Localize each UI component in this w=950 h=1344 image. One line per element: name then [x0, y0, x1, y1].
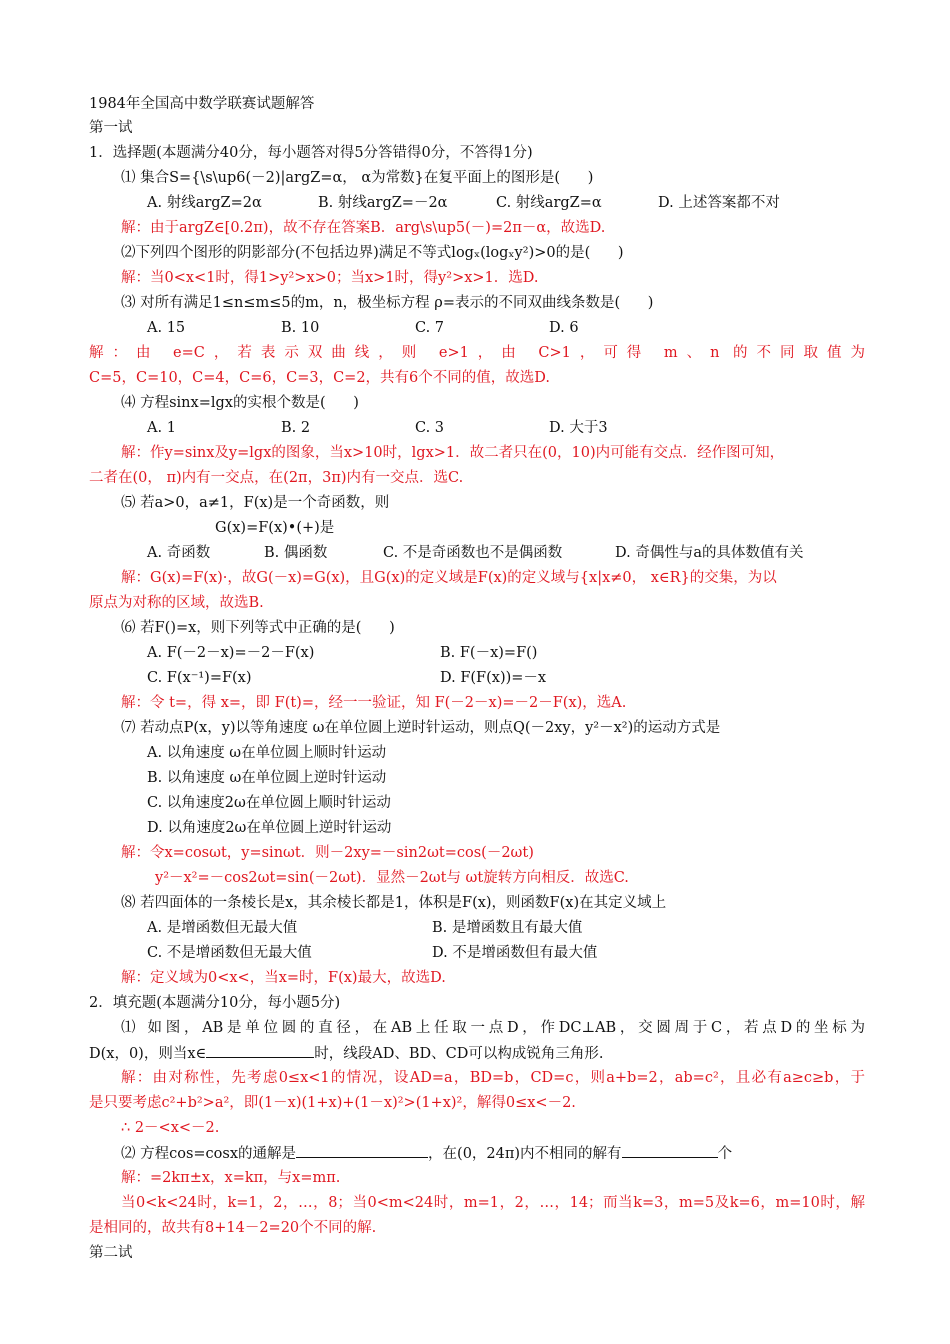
p7-option-d: D. 以角速度2ω在单位圆上逆时针运动 [147, 820, 392, 836]
p4-option-a: A. 1 [147, 420, 176, 436]
p2-stem: ⑵下列四个图形的阴影部分(不包括边界)满足不等式logₓ(logₓy²)>0的是( ) [121, 245, 624, 261]
p1-solution: 解：由于argZ∈[0.2π)，故不存在答案B．arg\s\up5(－)=2π－α，故选D. [121, 220, 606, 236]
p8-option-a: A. 是增函数但无最大值 [147, 920, 298, 936]
f2-answer-blank-1 [296, 1141, 428, 1158]
section-heading-first: 第一试 [89, 120, 133, 136]
p5-solution-line1: 解：G(x)=F(x)·，故G(－x)=G(x)，且G(x)的定义域是F(x)的定义域与{x|x≠0， x∈R}的交集，为以 [121, 570, 777, 586]
p1-option-b: B. 射线argZ=－2α [318, 195, 448, 211]
p4-solution-line2: 二者在(0， π)内有一交点，在(2π，3π)内有一交点．选C. [89, 470, 464, 486]
p6-solution: 解：令 t=，得 x=，即 F(t)=，经一一验证，知 F(－2－x)=－2－F(x)，选A. [121, 695, 627, 711]
f1-stem-prefix: D(x，0)，则当x∈ [89, 1046, 207, 1062]
f1-solution-line3: ∴ 2－<x<－2. [121, 1120, 220, 1136]
p4-option-c: C. 3 [415, 420, 445, 436]
question-2-header: 2．填充题(本题满分10分，每小题5分) [89, 995, 341, 1011]
p3-stem: ⑶ 对所有满足1≤n≤m≤5的m，n，极坐标方程 ρ=表示的不同双曲线条数是( ) [121, 295, 654, 311]
p3-option-c: C. 7 [415, 320, 445, 336]
p4-stem: ⑷ 方程sinx=lgx的实根个数是( ) [121, 395, 359, 411]
p8-option-d: D. 不是增函数但有最大值 [432, 945, 598, 961]
p1-option-a: A. 射线argZ=2α [147, 195, 262, 211]
p5-solution-line2: 原点为对称的区域，故选B. [89, 595, 264, 611]
p3-option-d: D. 6 [549, 320, 579, 336]
p5-option-c: C. 不是奇函数也不是偶函数 [383, 545, 563, 561]
p1-option-d: D. 上述答案都不对 [658, 195, 780, 211]
p4-option-b: B. 2 [281, 420, 311, 436]
document-title: 1984年全国高中数学联赛试题解答 [89, 96, 315, 112]
p6-stem: ⑹ 若F()=x，则下列等式中正确的是( ) [121, 620, 395, 636]
f1-solution-line1: 解：由对称性，先考虑0≤x<1的情况，设AD=a，BD=b，CD=c，则a+b=2，ab=c²，且必有a≥c≥b，于 [121, 1070, 865, 1086]
p8-option-c: C. 不是增函数但无最大值 [147, 945, 312, 961]
p7-option-c: C. 以角速度2ω在单位圆上顺时针运动 [147, 795, 391, 811]
p6-option-c: C. F(x⁻¹)=F(x) [147, 670, 252, 686]
p6-option-a: A. F(－2－x)=－2－F(x) [147, 645, 315, 661]
p5-stem: ⑸ 若a>0，a≠1，F(x)是一个奇函数，则 [121, 495, 390, 511]
p7-option-b: B. 以角速度 ω在单位圆上逆时针运动 [147, 770, 387, 786]
p5-option-b: B. 偶函数 [264, 545, 328, 561]
p4-option-d: D. 大于3 [549, 420, 608, 436]
f1-answer-blank [206, 1041, 314, 1058]
f1-solution-line2: 是只要考虑c²+b²>a²，即(1－x)(1+x)+(1－x)²>(1+x)²，解得0≤x<－2. [89, 1095, 576, 1111]
p1-stem: ⑴ 集合S={\s\up6(－2)|argZ=α， α为常数}在复平面上的图形是( ) [121, 170, 594, 186]
p7-option-a: A. 以角速度 ω在单位圆上顺时针运动 [147, 745, 387, 761]
question-1-header: 1．选择题(本题满分40分，每小题答对得5分答错得0分，不答得1分) [89, 145, 533, 161]
f2-stem-part3: 个 [717, 1146, 733, 1162]
p7-solution-line1: 解：令x=cosωt，y=sinωt．则－2xy=－sin2ωt=cos(－2ωt) [121, 845, 534, 861]
p2-solution: 解：当0<x<1时，得1>y²>x>0；当x>1时，得y²>x>1．选D. [121, 270, 539, 286]
p3-solution-line2: C=5，C=10，C=4，C=6，C=3，C=2，共有6个不同的值，故选D. [89, 370, 550, 386]
f2-stem-part1: ⑵ 方程cos=cosx的通解是 [121, 1146, 297, 1162]
f2-solution-line2: 当0<k<24时，k=1，2，…，8；当0<m<24时，m=1，2，…，14；而当k=3，m=5及k=6，m=10时，解 [121, 1195, 865, 1211]
f1-stem-line1: ⑴ 如图，AB是单位圆的直径，在AB上任取一点D，作DC⊥AB，交圆周于C，若点D的坐标为 [121, 1020, 865, 1036]
section-heading-second: 第二试 [89, 1245, 133, 1261]
p5-option-a: A. 奇函数 [147, 545, 211, 561]
p7-solution-line2: y²－x²=－cos2ωt=sin(－2ωt)．显然－2ωt与 ωt旋转方向相反．故选C. [155, 870, 629, 886]
p8-stem: ⑻ 若四面体的一条棱长是x，其余棱长都是1，体积是F(x)，则函数F(x)在其定义域上 [121, 895, 667, 911]
p5-option-d: D. 奇偶性与a的具体数值有关 [615, 545, 804, 561]
f2-answer-blank-2 [622, 1141, 718, 1158]
p4-solution-line1: 解：作y=sinx及y=lgx的图象，当x>10时，lgx>1．故二者只在(0，10)内可能有交点．经作图可知， [121, 445, 785, 461]
p7-stem: ⑺ 若动点P(x，y)以等角速度 ω在单位圆上逆时针运动，则点Q(－2xy，y²－x²)的运动方式是 [121, 720, 721, 736]
f1-stem-suffix: 时，线段AD、BD、CD可以构成锐角三角形. [314, 1046, 604, 1062]
f2-stem [121, 1141, 732, 1166]
f2-solution-line3: 是相同的，故共有8+14－2=20个不同的解. [89, 1220, 377, 1236]
p3-solution-line1: 解：由 e=C，若表示双曲线，则 e>1，由 C>1，可得 m、n 的不同取值为 [89, 345, 865, 361]
p6-option-b: B. F(－x)=F() [440, 645, 538, 661]
f2-stem-part2: ，在(0，24π)内不相同的解有 [428, 1146, 622, 1162]
f1-stem-line2 [89, 1041, 603, 1066]
p5-stem-formula: G(x)=F(x)•(+)是 [215, 520, 335, 536]
p3-option-b: B. 10 [281, 320, 320, 336]
p1-option-c: C. 射线argZ=α [496, 195, 602, 211]
f2-solution-line1: 解：=2kπ±x，x=kπ，与x=mπ. [121, 1170, 341, 1186]
p3-option-a: A. 15 [147, 320, 186, 336]
p8-option-b: B. 是增函数且有最大值 [432, 920, 583, 936]
p6-option-d: D. F(F(x))=－x [440, 670, 547, 686]
p8-solution: 解：定义域为0<x<，当x=时，F(x)最大，故选D. [121, 970, 446, 986]
